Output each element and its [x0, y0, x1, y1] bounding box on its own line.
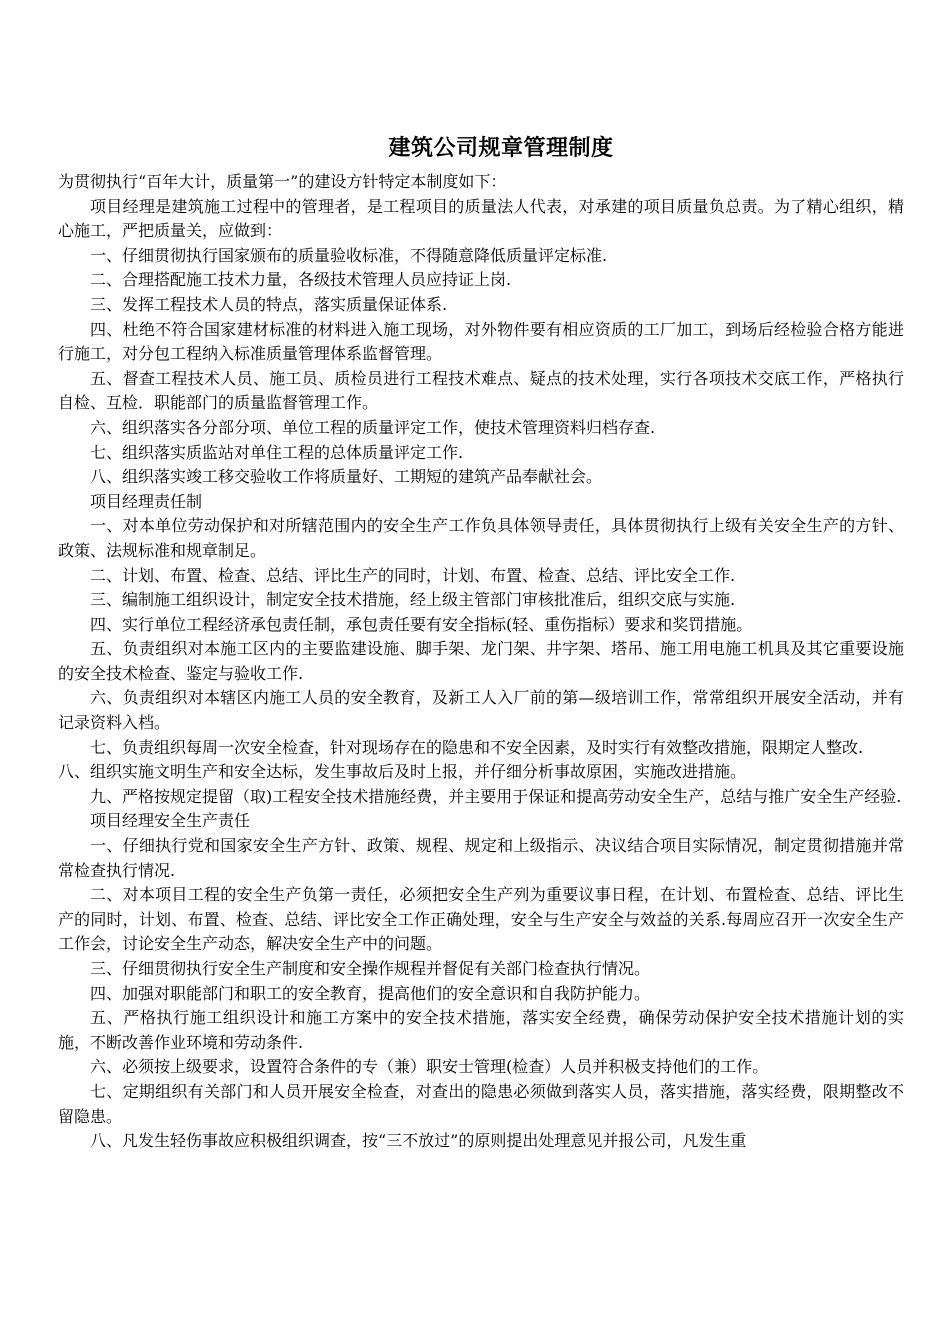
paragraph: 五、督查工程技术人员、施工员、质检员进行工程技术难点、疑点的技术处理，实行各项技术交底工作，严格执行自检、互检．职能部门的质量监督管理工作。: [58, 368, 904, 413]
paragraph: 七、组织落实质监站对单住工程的总体质量评定工作.: [90, 442, 464, 462]
paragraph: 项目经理是建筑施工过程中的管理者，是工程项目的质量法人代表，对承建的项目质量负总责。为了精心组织，精心施工，严把质量关，应做到：: [58, 196, 904, 241]
paragraph: 九、严格按规定提留（取)工程安全技术措施经费，并主要用于保证和提高劳动安全生产，总结与推广安全生产经验.: [90, 786, 902, 806]
paragraph: 八、凡发生轻伤事故应积极组织调查，按“三不放过”的原则提出处理意见并报公司，凡发生重: [90, 1131, 747, 1151]
paragraph: 七、负责组织每周一次安全检查，针对现场存在的隐患和不安全因素，及时实行有效整改措施，限期定人整改.: [90, 737, 864, 757]
document-title: 建筑公司规章管理制度: [388, 136, 614, 161]
paragraph: 为贯彻执行“百年大计，质量第一”的建设方针特定本制度如下：: [58, 172, 507, 191]
paragraph: 六、负责组织对本辖区内施工人员的安全教育，及新工人入厂前的第—级培训工作，常常组织开展安全活动，并有记录资料入档。: [58, 688, 904, 733]
paragraph: 三、编制施工组织设计，制定安全技术措施，经上级主管部门审核批准后，组织交底与实施.: [90, 590, 736, 610]
paragraph: 三、发挥工程技术人员的特点，落实质量保证体系.: [90, 294, 448, 314]
paragraph: 三、仔细贯彻执行安全生产制度和安全操作规程并督促有关部门检查执行情况。: [90, 959, 651, 978]
paragraph: 六、必须按上级要求，设置符合条件的专（兼）职安士管理(检查）人员并积极支持他们的工作。: [90, 1057, 769, 1077]
paragraph: 项目经理安全生产责任: [90, 811, 251, 831]
paragraph: 二、合理搭配施工技术力量，各级技术管理人员应持证上岗.: [90, 270, 512, 290]
paragraph: 八、组织落实竣工移交验收工作将质量好、工期短的建筑产品奉献社会。: [90, 467, 603, 487]
paragraph: 四、加强对职能部门和职工的安全教育，提高他们的安全意识和自我防护能力。: [90, 983, 651, 1003]
paragraph: 一、对本单位劳动保护和对所辖范围内的安全生产工作负具体领导责任，具体贯彻执行上级有关安全生产的方针、政策、法规标准和规章制足。: [58, 516, 904, 560]
paragraph: 五、严格执行施工组织设计和施工方案中的安全技术措施，落实安全经费，确保劳动保护安全技术措施计划的实施，不断改善作业环境和劳动条件.: [58, 1008, 904, 1052]
paragraph: 一、仔细贯彻执行国家颁布的质量验收标准，不得随意降低质量评定标准.: [90, 245, 608, 265]
paragraph: 一、仔细执行党和国家安全生产方针、政策、规程、规定和上级指示、决议结合项目实际情况，制定贯彻措施并常常检查执行情况.: [58, 836, 904, 880]
paragraph: 六、组织落实各分部分项、单位工程的质量评定工作，使技术管理资料归档存查.: [90, 417, 656, 437]
document-body: [58, 170, 904, 1154]
paragraph: 八、组织实施文明生产和安全达标，发生事故后及时上报，并仔细分析事故原困，实施改进措施。: [58, 762, 747, 782]
paragraph: 五、负责组织对本施工区内的主要监建设施、脚手架、龙门架、井字架、塔吊、施工用电施工机具及其它重要设施的安全技术检查、鉴定与验收工作.: [58, 639, 904, 683]
paragraph: 七、定期组织有关部门和人员开展安全检查，对查出的隐患必须做到落实人员，落实措施，落实经费，限期整改不留隐患。: [58, 1081, 904, 1126]
paragraph: 二、计划、布置、检查、总结、评比生产的同时，计划、布置、检查、总结、评比安全工作.: [90, 565, 736, 585]
paragraph: 二、对本项目工程的安全生产负第一责任，必须把安全生产列为重要议事日程，在计划、布置检查、总结、评比生产的同时，计划、布置、检查、总结、评比安全工作正确处理，安全与生产安全与效益的关系.每周应召开一次安全生产工作会，讨论安全生产动态，解决安全生产中的问题。: [58, 885, 904, 954]
paragraph: 项目经理责任制: [90, 491, 203, 511]
document-page: [58, 128, 904, 1154]
paragraph: 四、杜绝不符合国家建材标准的材料进入施工现场，对外物件要有相应资质的工厂加工，到场后经检验合格方能进行施工，对分包工程纳入标准质量管理体系监督管理。: [58, 319, 904, 364]
paragraph: 四、实行单位工程经济承包责任制，承包责任要有安全指标(轻、重伤指标）要求和奖罚措施。: [90, 614, 753, 634]
